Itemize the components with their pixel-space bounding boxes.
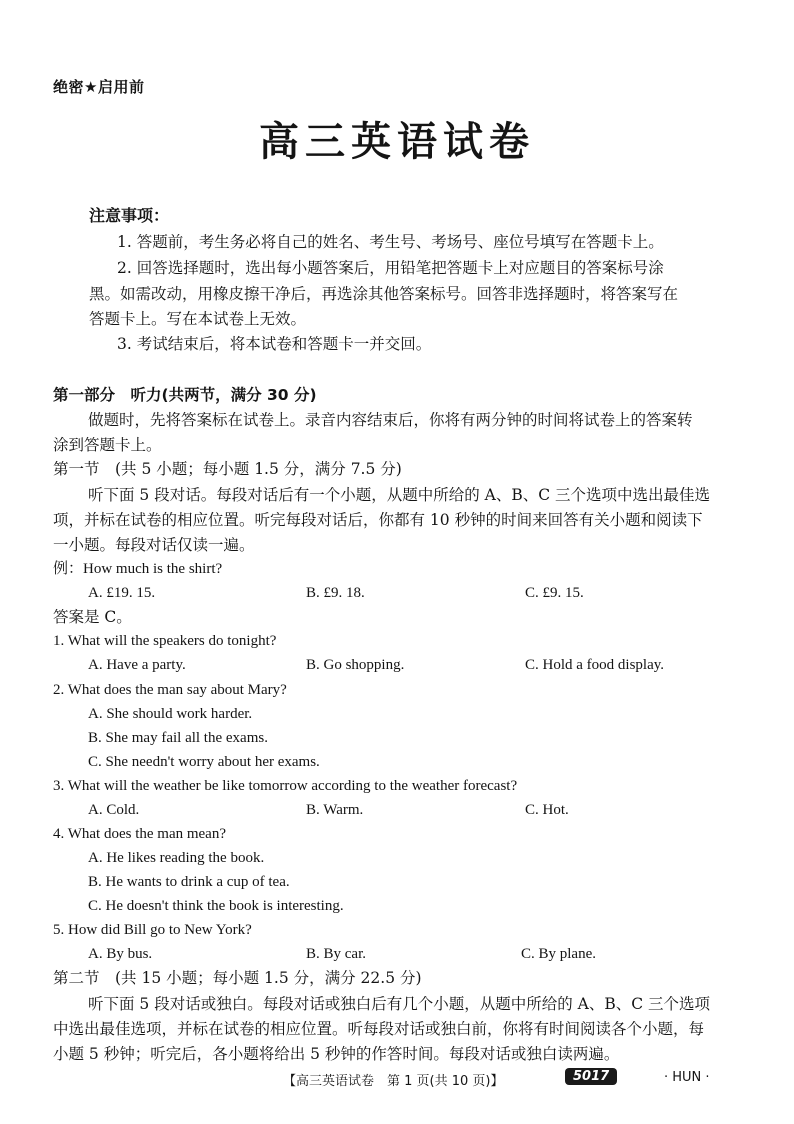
option-3a: A. Cold. (88, 802, 140, 818)
section2-instruction: 听下面 5 段对话或独白。每段对话或独白后有几个小题，从题中所给的 A、B、C 三个选项 (88, 995, 711, 1013)
option-1a: A. Have a party. (88, 657, 186, 673)
option-1c: C. Hold a food display. (525, 657, 665, 673)
option-3c: C. Hot. (525, 802, 569, 818)
region-label: · HUN · (664, 1070, 710, 1085)
note-item: 2. 回答选择题时，选出每小题答案后，用铅笔把答题卡上对应题目的答案标号涂 (117, 259, 664, 277)
question-2: 2. What does the man say about Mary? (53, 682, 287, 698)
example-option: A. £19. 15. (88, 585, 156, 601)
page-title: 高三英语试卷 (259, 119, 535, 165)
option-2b: B. She may fail all the exams. (88, 730, 268, 746)
option-4a: A. He likes reading the book. (88, 850, 265, 866)
option-2c: C. She needn't worry about her exams. (88, 754, 320, 770)
page-footer-label: 【高三英语试卷 第 1 页(共 10 页)】 (283, 1074, 504, 1089)
part1-intro-line: 做题时，先将答案标在试卷上。录音内容结束后，你将有两分钟的时间将试卷上的答案转 (88, 411, 693, 429)
question-3: 3. What will the weather be like tomorrow according to the weather forecast? (53, 778, 518, 794)
exam-code-badge: 5017 (565, 1068, 617, 1085)
option-5c: C. By plane. (521, 946, 596, 962)
example-option: C. £9. 15. (525, 585, 584, 601)
option-5a: A. By bus. (88, 946, 153, 962)
note-item: 答题卡上。写在本试卷上无效。 (89, 310, 307, 328)
example-question: 例：How much is the shirt? (53, 561, 223, 577)
notes-heading: 注意事项： (89, 206, 170, 225)
section1-instruction: 项，并标在试卷的相应位置。听完每段对话后，你都有 10 秒钟的时间来回答有关小题和阅读下 (53, 511, 703, 529)
option-1b: B. Go shopping. (306, 657, 405, 673)
option-2a: A. She should work harder. (88, 706, 253, 722)
section2-heading: 第二节 (共 15 小题；每小题 1.5 分，满分 22.5 分) (53, 969, 422, 987)
option-4c: C. He doesn't think the book is interesting. (88, 898, 344, 914)
note-item: 3. 考试结束后，将本试卷和答题卡一并交回。 (117, 335, 432, 353)
question-5: 5. How did Bill go to New York? (53, 922, 252, 938)
option-4b: B. He wants to drink a cup of tea. (88, 874, 290, 890)
option-5b: B. By car. (306, 946, 366, 962)
part1-heading: 第一部分 听力(共两节，满分 30 分) (53, 386, 317, 404)
question-1: 1. What will the speakers do tonight? (53, 633, 277, 649)
example-option: B. £9. 18. (306, 585, 365, 601)
question-4: 4. What does the man mean? (53, 826, 226, 842)
section2-instruction: 小题 5 秒钟；听完后，各小题将给出 5 秒钟的作答时间。每段对话或独白读两遍。 (53, 1045, 620, 1063)
secret-label: 绝密★启用前 (53, 78, 145, 96)
section1-heading: 第一节 (共 5 小题；每小题 1.5 分，满分 7.5 分) (53, 460, 402, 478)
example-answer: 答案是 C。 (53, 608, 132, 626)
section2-instruction: 中选出最佳选项，并标在试卷的相应位置。听每段对话或独白前，你将有时间阅读各个小题，每 (53, 1020, 705, 1038)
option-3b: B. Warm. (306, 802, 364, 818)
note-item: 1. 答题前，考生务必将自己的姓名、考生号、考场号、座位号填写在答题卡上。 (117, 233, 664, 251)
part1-intro-line: 涂到答题卡上。 (53, 436, 162, 454)
section1-instruction: 一小题。每段对话仅读一遍。 (53, 536, 255, 554)
section1-instruction: 听下面 5 段对话。每段对话后有一个小题，从题中所给的 A、B、C 三个选项中选出最佳选 (88, 486, 711, 504)
note-item: 黑。如需改动，用橡皮擦干净后，再选涂其他答案标号。回答非选择题时，将答案写在 (89, 285, 679, 303)
